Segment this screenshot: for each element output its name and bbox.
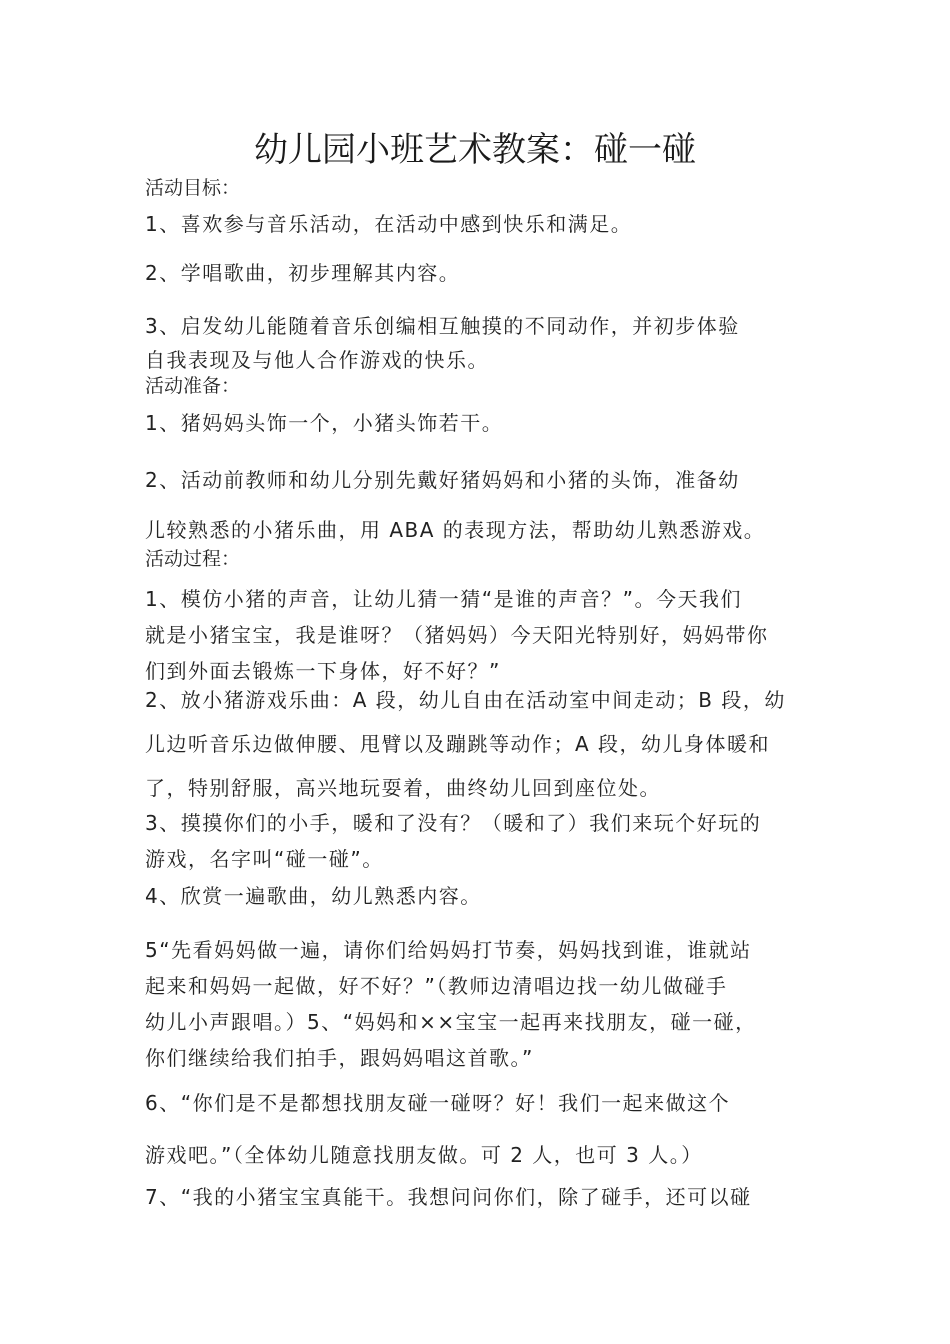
text-line: 们到外面去锻炼一下身体，好不好？” bbox=[145, 659, 501, 683]
section-heading-preparation: 活动准备： bbox=[145, 375, 241, 397]
preparation-item-2 bbox=[145, 455, 807, 555]
section-heading-process: 活动过程： bbox=[145, 548, 241, 570]
text-line: 幼儿小声跟唱。）5、“妈妈和××宝宝一起再来找朋友，碰一碰， bbox=[145, 1010, 757, 1034]
process-item-5 bbox=[145, 932, 807, 1076]
goal-item-3 bbox=[145, 309, 807, 377]
text-line: 游戏吧。”（全体幼儿随意找朋友做。可 2 人，也可 3 人。） bbox=[145, 1143, 703, 1167]
text-line: 1、喜欢参与音乐活动，在活动中感到快乐和满足。 bbox=[145, 212, 633, 236]
process-item-6 bbox=[145, 1077, 807, 1181]
preparation-item-1 bbox=[145, 408, 807, 438]
process-item-7 bbox=[145, 1180, 807, 1214]
text-line: 1、猪妈妈头饰一个，小猪头饰若干。 bbox=[145, 411, 504, 435]
text-line: 儿边听音乐边做伸腰、甩臂以及蹦跳等动作；A 段，幼儿身体暖和 bbox=[145, 732, 771, 756]
text-line: 自我表现及与他人合作游戏的快乐。 bbox=[145, 348, 489, 372]
text-line: 2、放小猪游戏乐曲：A 段，幼儿自由在活动室中间走动；B 段，幼 bbox=[145, 688, 786, 712]
text-line: 儿较熟悉的小猪乐曲，用 ABA 的表现方法，帮助幼儿熟悉游戏。 bbox=[145, 518, 766, 542]
text-line: 3、摸摸你们的小手，暖和了没有？（暖和了）我们来玩个好玩的 bbox=[145, 811, 762, 835]
text-line: 2、活动前教师和幼儿分别先戴好猪妈妈和小猪的头饰，准备幼 bbox=[145, 468, 740, 492]
text-line: 1、模仿小猪的声音，让幼儿猜一猜“是谁的声音？”。今天我们 bbox=[145, 587, 742, 611]
text-line: 就是小猪宝宝，我是谁呀？（猪妈妈）今天阳光特别好，妈妈带你 bbox=[145, 623, 769, 647]
text-line: 5“先看妈妈做一遍，请你们给妈妈打节奏，妈妈找到谁，谁就站 bbox=[145, 938, 752, 962]
process-item-4 bbox=[145, 879, 807, 913]
text-line: 你们继续给我们拍手，跟妈妈唱这首歌。” bbox=[145, 1046, 534, 1070]
process-item-3 bbox=[145, 805, 807, 877]
goal-item-1 bbox=[145, 209, 807, 239]
text-line: 6、“你们是不是都想找朋友碰一碰呀？好！我们一起来做这个 bbox=[145, 1091, 731, 1115]
goal-item-2 bbox=[145, 258, 807, 288]
text-line: 7、“我的小猪宝宝真能干。我想问问你们，除了碰手，还可以碰 bbox=[145, 1185, 752, 1209]
text-line: 了，特别舒服，高兴地玩耍着，曲终幼儿回到座位处。 bbox=[145, 776, 661, 800]
process-item-1 bbox=[145, 581, 807, 689]
text-line: 4、欣赏一遍歌曲，幼儿熟悉内容。 bbox=[145, 884, 482, 908]
text-line: 2、学唱歌曲，初步理解其内容。 bbox=[145, 261, 461, 285]
text-line: 游戏，名字叫“碰一碰”。 bbox=[145, 847, 384, 871]
section-heading-goals: 活动目标： bbox=[145, 177, 241, 199]
text-line: 起来和妈妈一起做，好不好？”（教师边清唱边找一幼儿做碰手 bbox=[145, 974, 728, 998]
document-title: 幼儿园小班艺术教案：碰一碰 bbox=[254, 130, 696, 170]
process-item-2 bbox=[145, 678, 807, 810]
text-line: 3、启发幼儿能随着音乐创编相互触摸的不同动作，并初步体验 bbox=[145, 314, 740, 338]
